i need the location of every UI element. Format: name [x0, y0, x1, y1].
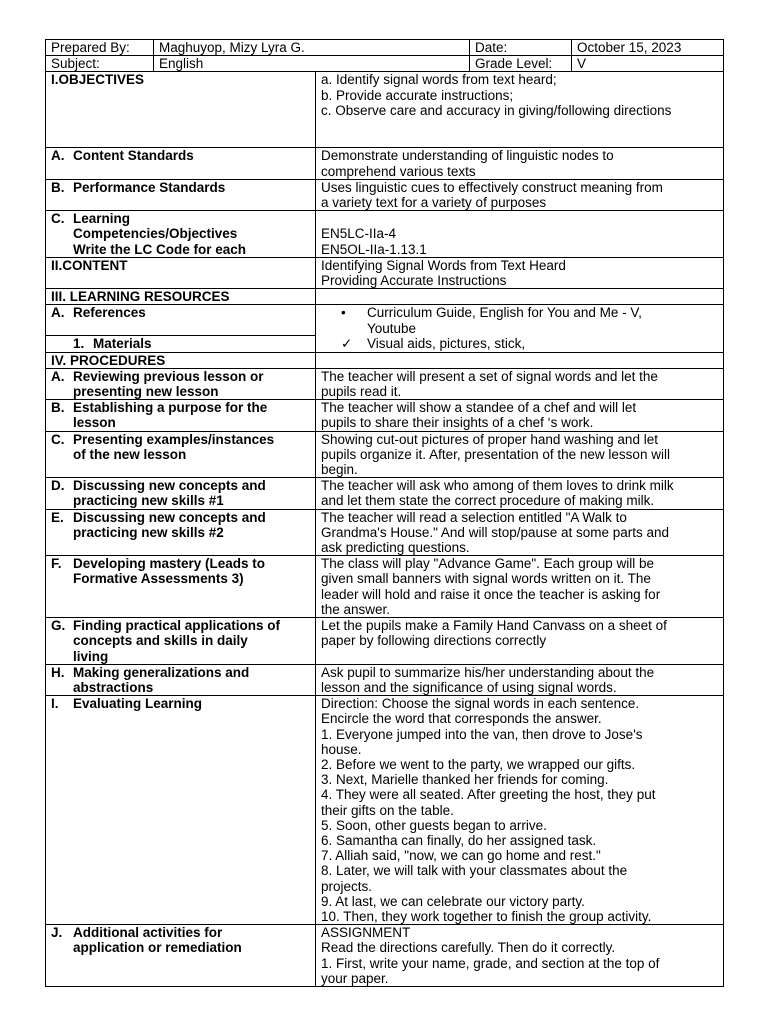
procedures-title-row	[46, 352, 724, 368]
item-letter: A.	[51, 148, 65, 164]
item-label: Learning Competencies/Objectives Write the LC Code for each	[73, 211, 247, 257]
procedure-row-i	[46, 696, 724, 925]
checkmark-icon: ✓	[341, 335, 353, 351]
subject-value: English	[154, 56, 470, 72]
resources-references-row	[46, 305, 724, 336]
item-label: Establishing a purpose for the lesson	[73, 400, 268, 431]
lc-code: EN5LC-IIa-4	[321, 226, 397, 242]
grade-label: Grade Level:	[470, 56, 572, 72]
objectives-row	[46, 72, 724, 148]
item-letter: D.	[51, 478, 65, 494]
materials-label	[46, 336, 316, 352]
item-label: Finding practical applications of concepts and skills in daily living	[73, 618, 281, 664]
lc-code: EN5OL-IIa-1.13.1	[321, 241, 427, 257]
procedure-row-b	[46, 400, 724, 431]
competencies-row	[46, 211, 724, 258]
item-label: Discussing new concepts and practicing new skills #1	[73, 478, 266, 509]
item-label: Discussing new concepts and practicing new skills #2	[73, 509, 266, 540]
objective-line: c. Observe care and accuracy in giving/following directions	[321, 102, 672, 118]
references-label	[46, 305, 316, 336]
text-line: comprehend various texts	[321, 163, 476, 179]
resources-title-blank	[316, 289, 724, 305]
item-label: Reviewing previous lesson or presenting new lesson	[73, 368, 264, 400]
item-letter: A.	[51, 368, 65, 384]
procedures-title: IV. PROCEDURES	[46, 352, 316, 368]
procedure-row-d	[46, 478, 724, 509]
item-letter: G.	[51, 618, 66, 634]
text-line: Identifying Signal Words from Text Heard	[321, 257, 566, 273]
procedure-row-j	[46, 925, 724, 987]
prepared-by-label: Prepared By:	[46, 40, 154, 56]
text-line: Uses linguistic cues to effectively construct meaning from	[321, 179, 663, 195]
content-standards-text	[316, 148, 724, 179]
procedure-text: The teacher will present a set of signal words and let the pupils read it.	[316, 368, 724, 399]
text-line: Curriculum Guide, English for You and Me - V,	[367, 305, 642, 321]
objective-line: a. Identify signal words from text heard;	[321, 72, 557, 88]
header-row-subject	[46, 56, 724, 72]
performance-standards-text	[316, 179, 724, 210]
procedure-text: The teacher will show a standee of a chef and will let pupils to share their insights of a chef ‘s work.	[316, 400, 724, 431]
competencies-label	[46, 211, 316, 258]
item-letter: I.	[51, 696, 59, 712]
procedure-row-h	[46, 664, 724, 695]
procedure-row-c	[46, 431, 724, 478]
grade-value: V	[572, 56, 724, 72]
item-letter: B.	[51, 400, 65, 416]
text-line: a variety text for a variety of purposes	[321, 195, 547, 211]
item-letter: F.	[51, 556, 62, 572]
list-item	[321, 305, 718, 335]
bullet-icon: •	[341, 305, 346, 321]
item-number: 1.	[73, 336, 85, 352]
resources-title-row	[46, 289, 724, 305]
procedure-text: The class will play "Advance Game". Each group will be given small banners with signal words written on it. The leader will hold and raise it once the teacher is asking for the answer.	[316, 556, 724, 618]
content-text	[316, 257, 724, 288]
competencies-text	[316, 211, 724, 258]
item-letter: B.	[51, 179, 65, 195]
content-standards-label	[46, 148, 316, 179]
text-line: Youtube	[367, 320, 417, 336]
item-label: Materials	[93, 336, 152, 352]
item-label: Developing mastery (Leads to Formative Assessments 3)	[73, 556, 266, 587]
text-line	[321, 211, 718, 226]
objective-line: b. Provide accurate instructions;	[321, 87, 514, 103]
procedure-text: Ask pupil to summarize his/her understanding about the lesson and the significance of using signal words.	[316, 664, 724, 695]
references-list	[316, 305, 724, 352]
procedures-title-blank	[316, 352, 724, 368]
item-letter: H.	[51, 664, 65, 680]
subject-label: Subject:	[46, 56, 154, 72]
item-label: Making generalizations and abstractions	[73, 664, 250, 695]
item-label: Evaluating Learning	[73, 696, 203, 712]
lesson-plan-document	[45, 39, 723, 987]
procedure-text: The teacher will read a selection entitled "A Walk to Grandma's House." And will stop/pause at some parts and ask predicting questions.	[316, 509, 724, 556]
text-line: Providing Accurate Instructions	[321, 273, 507, 289]
evaluation-text: Direction: Choose the signal words in each sentence. Encircle the word that corresponds the answer. 1. Everyone jumped into the van, then drove to Jose's house. 2. Before we went to the party, we wrapped our gifts. 3. Next, Marielle thanked her friends for coming. 4. They were all seated. After greeting the host, they put their gifts on the table. 5. Soon, other guests began to arrive. 6. Samantha can finally, do her assigned task. 7. Alliah said, "now, we can go home and rest." 8. Later, we will talk with your classmates about the projects. 9. At last, we can celebrate our victory party. 10. Then, they work together to finish the group activity.	[316, 696, 724, 925]
list-item	[321, 336, 718, 351]
item-label: Performance Standards	[73, 179, 226, 195]
text-line: Visual aids, pictures, stick,	[367, 335, 526, 351]
prepared-by-value: Maghuyop, Mizy Lyra G.	[154, 40, 470, 56]
lesson-plan-table	[45, 39, 724, 987]
content-row	[46, 257, 724, 288]
procedure-text: Showing cut-out pictures of proper hand washing and let pupils organize it. After, presentation of the new lesson will begin.	[316, 431, 724, 478]
procedure-row-f	[46, 556, 724, 618]
date-label: Date:	[470, 40, 572, 56]
performance-standards-label	[46, 179, 316, 210]
text-line: Demonstrate understanding of linguistic nodes to	[321, 148, 614, 164]
procedure-text: The teacher will ask who among of them loves to drink milk and let them state the correct procedure of making milk.	[316, 478, 724, 509]
item-letter: A.	[51, 305, 65, 321]
item-label: Content Standards	[73, 148, 194, 164]
procedure-row-g	[46, 618, 724, 665]
assignment-text: ASSIGNMENT Read the directions carefully. Then do it correctly. 1. First, write your name, grade, and section at the top of your paper.	[316, 925, 724, 987]
item-letter: E.	[51, 509, 64, 525]
item-label: References	[73, 305, 146, 321]
item-letter: C.	[51, 431, 65, 447]
resources-title: III. LEARNING RESOURCES	[46, 289, 316, 305]
date-value: October 15, 2023	[572, 40, 724, 56]
objectives-content	[316, 72, 724, 148]
header-row-prepared	[46, 40, 724, 56]
item-label: Additional activities for application or remediation	[73, 925, 242, 956]
item-letter: C.	[51, 211, 65, 227]
content-standards-row	[46, 148, 724, 179]
procedure-text: Let the pupils make a Family Hand Canvass on a sheet of paper by following directions correctly	[316, 618, 724, 665]
procedure-row-e	[46, 509, 724, 556]
item-label: Presenting examples/instances of the new lesson	[73, 431, 275, 462]
content-title: II.CONTENT	[46, 257, 316, 288]
objectives-title: I.OBJECTIVES	[46, 72, 316, 148]
procedure-row-a	[46, 368, 724, 399]
performance-standards-row	[46, 179, 724, 210]
item-letter: J.	[51, 925, 63, 941]
